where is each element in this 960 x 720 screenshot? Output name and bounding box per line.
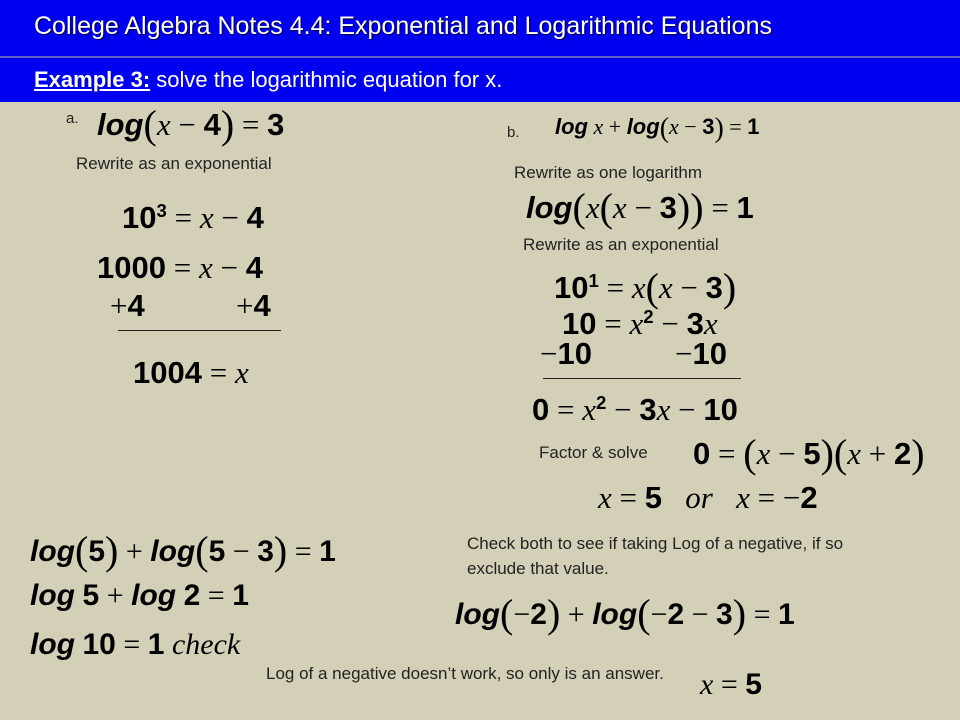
check-neg2: log(−2) + log(−2 − 3) = 1 [455, 591, 795, 636]
example-label: Example 3: [34, 67, 151, 92]
eq-b-expand: $10 = x^2 - 3x$ [562, 306, 718, 342]
rule-b [543, 378, 741, 379]
check-5-line3: log 10 = 1 check [30, 628, 241, 661]
part-b-step3: Factor & solve [539, 443, 648, 462]
conclusion-text: Log of a negative doesn’t work, so only is an answer. [266, 664, 664, 683]
part-a-label: a. [66, 110, 79, 127]
check-note: Check both to see if taking Log of a negative, if so exclude that value. [467, 534, 844, 578]
check-word: check [171, 628, 241, 661]
eq-b-quadratic: $0 = x^2 - 3x - 10$ [532, 392, 738, 428]
eq-b-roots: x = 5 or x = −2 [598, 480, 818, 515]
part-b-step1: Rewrite as one logarithm [514, 163, 703, 182]
check-5-line2: log 5 + log 2 = 1 [30, 579, 249, 612]
rule-a [118, 330, 281, 331]
eq-a-1000: 1000 = x − 4 [97, 250, 263, 285]
eq-b-given: log x + log(x − 3) = 1 [555, 113, 760, 144]
example-text: solve the logarithmic equation for x. [150, 67, 503, 92]
part-b-label: b. [507, 124, 520, 141]
page-title: College Algebra Notes 4.4: Exponential and Logarithmic Equations [34, 12, 772, 40]
part-a-step1: Rewrite as an exponential [76, 154, 272, 173]
eq-b-exp: $10^1 = x(x - 3)$ [554, 265, 737, 310]
eq-a-exp: $10^3 = x - 4$ [122, 200, 264, 236]
eq-a-add-right: +4 [236, 288, 271, 323]
part-b-step2: Rewrite as an exponential [523, 235, 719, 254]
example-heading [34, 67, 502, 93]
eq-a-add: +4 [110, 288, 145, 323]
eq-a-given: log(x − 4) = 3 [97, 102, 285, 147]
eq-b-factored: 0 = (x − 5)(x + 2) [693, 431, 925, 476]
final-answer: x = 5 [700, 668, 762, 701]
eq-b-sub-right: −10 [675, 336, 727, 371]
eq-b-sub: −10 [540, 336, 592, 371]
eq-a-solution: 1004 = x [133, 355, 249, 390]
check-5-line1: log(5) + log(5 − 3) = 1 [30, 528, 336, 573]
eq-b-onelog: log(x(x − 3)) = 1 [526, 185, 754, 230]
